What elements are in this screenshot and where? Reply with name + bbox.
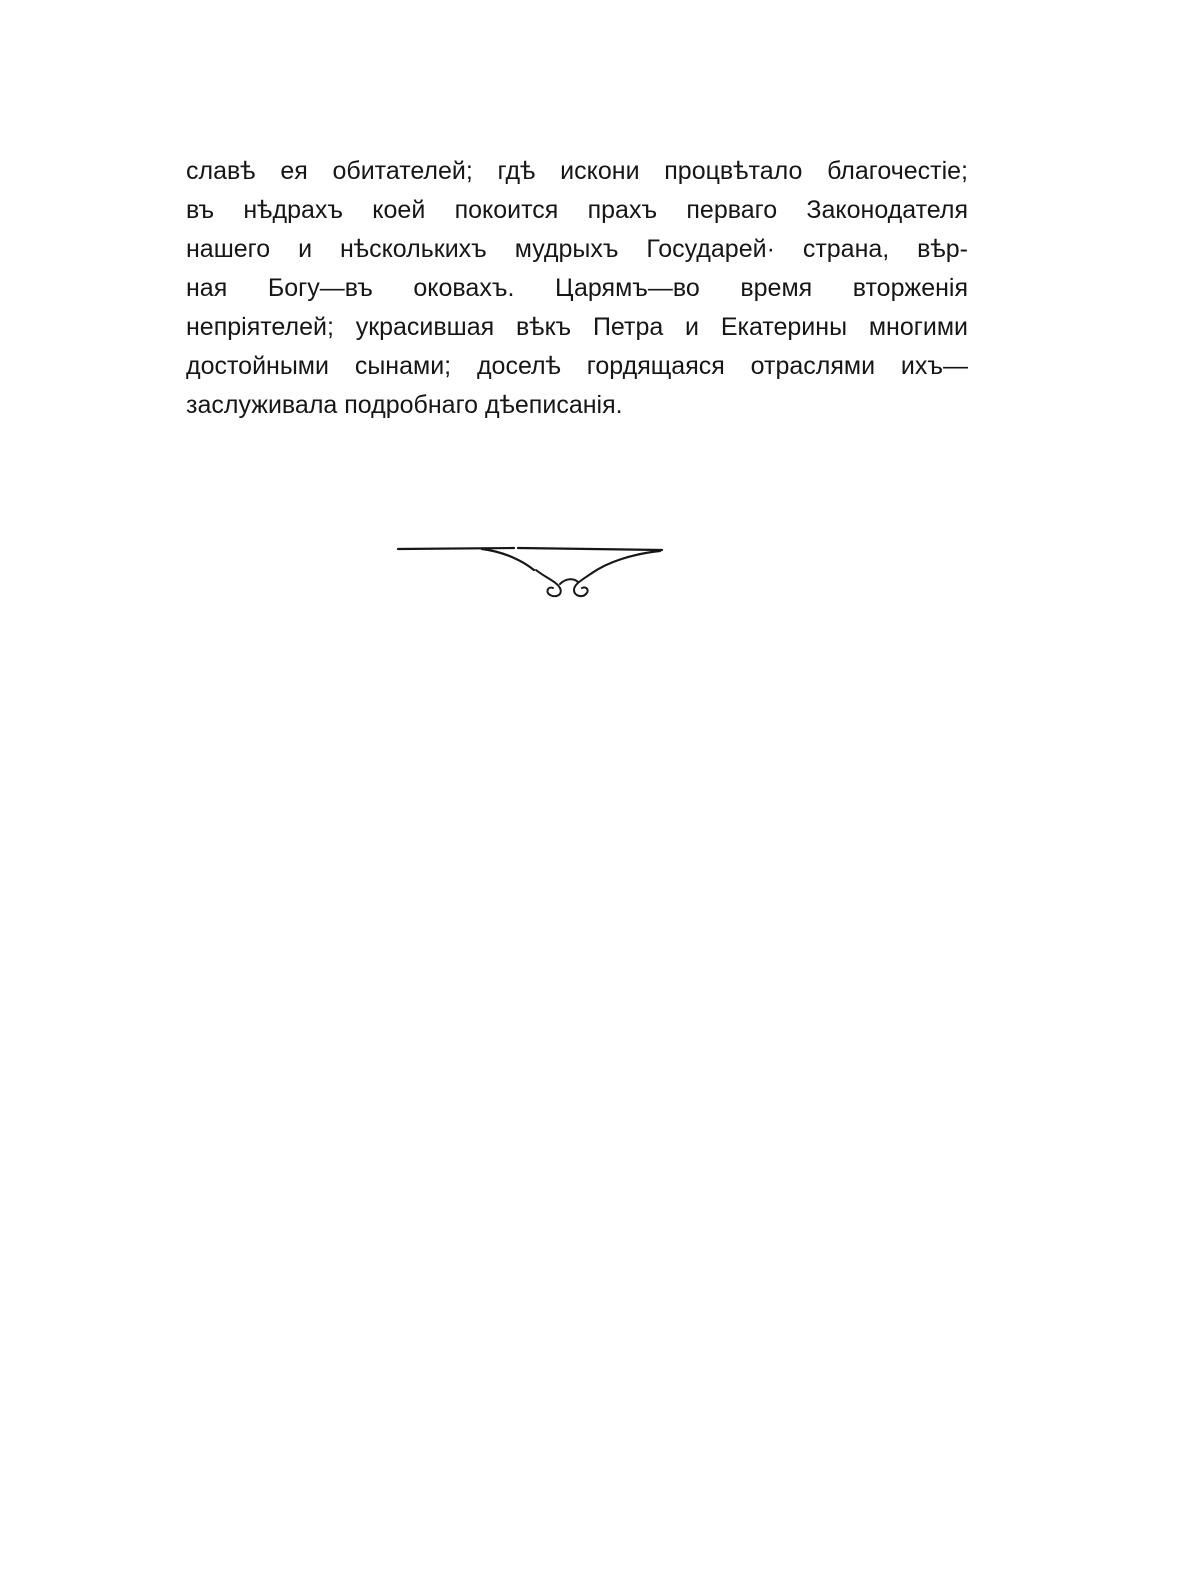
body-paragraph bbox=[186, 152, 968, 425]
text-line: нашего и нѣсколькихъ мудрыхъ Государей· страна, вѣр- bbox=[186, 235, 968, 263]
text-line: въ нѣдрахъ коей покоится прахъ перваго Законодателя bbox=[186, 196, 968, 224]
text-line: ная Богу—въ оковахъ. Царямъ—во время вторженія bbox=[186, 274, 968, 302]
text-line: непріятелей; украсившая вѣкъ Петра и Екатерины многими bbox=[186, 313, 968, 341]
scroll-ornament-icon bbox=[396, 540, 666, 602]
text-line: славѣ ея обитателей; гдѣ искони процвѣтало благочестіе; bbox=[186, 157, 968, 185]
text-line: достойными сынами; доселѣ гордящаяся отраслями ихъ— bbox=[186, 352, 968, 380]
text-line: заслуживала подробнаго дѣеписанія. bbox=[186, 391, 623, 419]
